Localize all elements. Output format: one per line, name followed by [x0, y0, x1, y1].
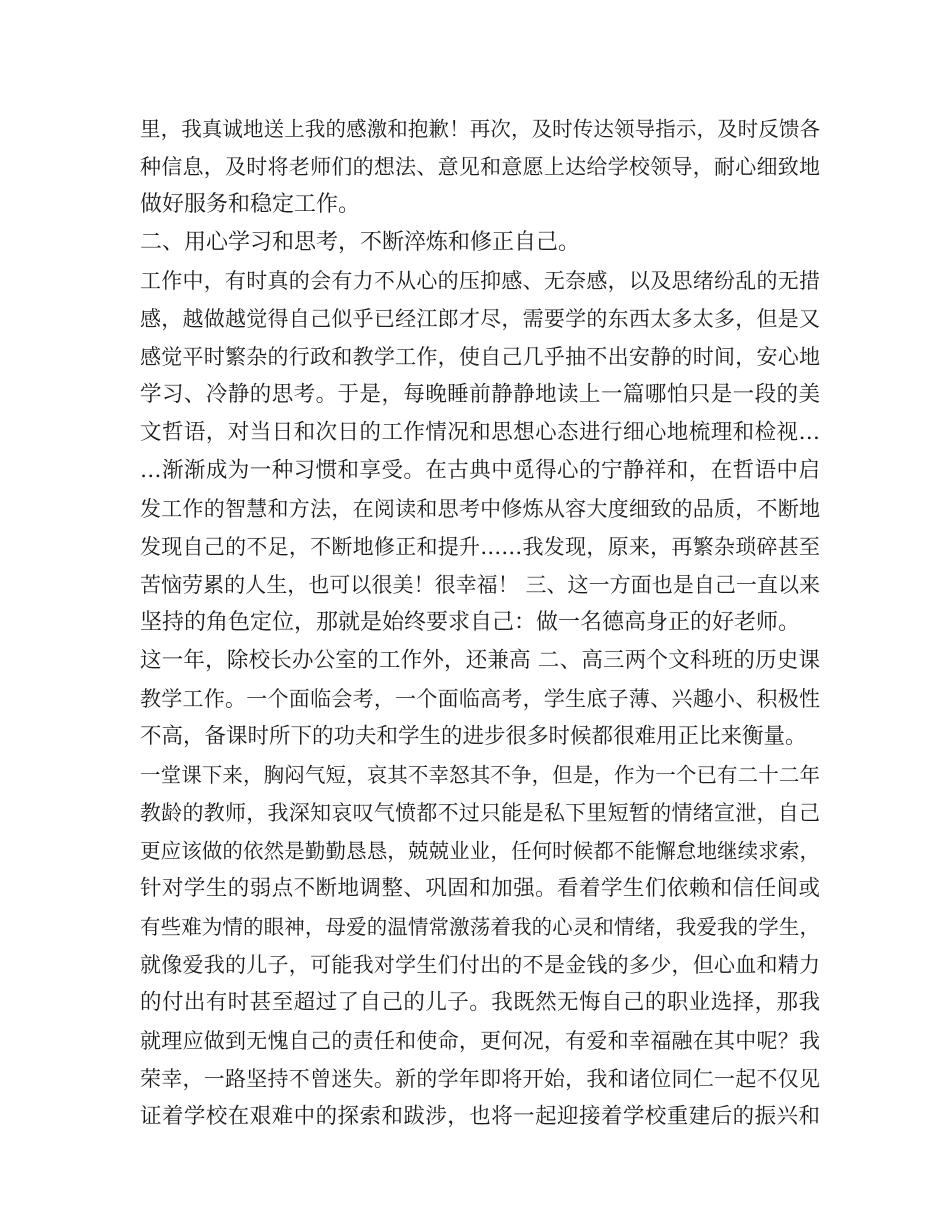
- text-line: 教龄的教师，我深知哀叹气愤都不过只能是私下里短暂的情绪宣泄，自己: [140, 801, 820, 825]
- text-line: 就理应做到无愧自己的责任和使命，更何况，有爱和幸福融在其中呢？我: [140, 1029, 820, 1053]
- text-line: 不高，备课时所下的功夫和学生的进步很多时候都很难用正比来衡量。: [140, 724, 807, 749]
- document-body: [140, 110, 820, 1136]
- text-line: 针对学生的弱点不断地调整、巩固和加强。看着学生们依赖和信任间或: [140, 876, 820, 901]
- text-line: 有些难为情的眼神，母爱的温情常激荡着我的心灵和情绪，我爱我的学生，: [140, 915, 820, 939]
- text-line: 荣幸，一路坚持不曾迷失。新的学年即将开始，我和诸位同仁一起不仅见: [140, 1067, 820, 1091]
- section-heading: 二、用心学习和思考，不断淬炼和修正自己。: [140, 230, 581, 255]
- text-line: 证着学校在艰难中的探索和跋涉，也将一起迎接着学校重建后的振兴和: [140, 1104, 820, 1129]
- text-line: 文哲语，对当日和次日的工作情况和思想心态进行细心地梳理和检视…: [140, 420, 820, 445]
- text-line: 学习、冷静的思考。于是，每晚睡前静静地读上一篇哪怕只是一段的美: [140, 382, 820, 407]
- text-line: 工作中，有时真的会有力不从心的压抑感、无奈感，以及思绪纷乱的无措: [140, 269, 820, 293]
- text-line: 感，越做越觉得自己似乎已经江郎才尽，需要学的东西太多太多，但是又: [140, 307, 820, 331]
- text-line: 苦恼劳累的人生，也可以很美！很幸福！ 三、这一方面也是自己一直以来: [140, 573, 820, 597]
- text-line: …渐渐成为一种习惯和享受。在古典中觅得心的宁静祥和，在哲语中启: [140, 458, 820, 483]
- text-line: 发现自己的不足，不断地修正和提升……我发现，原来，再繁杂琐碎甚至: [140, 535, 820, 559]
- text-line: 里，我真诚地送上我的感激和抱歉！再次，及时传达领导指示，及时反馈各: [140, 117, 820, 141]
- text-line: 更应该做的依然是勤勤恳恳，兢兢业业，任何时候都不能懈怠地继续求索，: [140, 839, 820, 863]
- text-line: 感觉平时繁杂的行政和教学工作，使自己几乎抽不出安静的时间，安心地: [140, 345, 820, 369]
- text-line: 就像爱我的儿子，可能我对学生们付出的不是金钱的多少，但心血和精力: [140, 953, 820, 977]
- text-line: 教学工作。一个面临会考，一个面临高考，学生底子薄、兴趣小、积极性: [140, 687, 820, 711]
- text-line: 这一年，除校长办公室的工作外，还兼高 二、高三两个文科班的历史课: [140, 648, 820, 673]
- text-line: 做好服务和稳定工作。: [140, 192, 361, 217]
- text-line: 坚持的角色定位，那就是始终要求自己：做一名德高身正的好老师。: [140, 610, 801, 635]
- text-line: 种信息，及时将老师们的想法、意见和意愿上达给学校领导，耐心细致地: [140, 155, 820, 179]
- text-line: 发工作的智慧和方法，在阅读和思考中修炼从容大度细致的品质，不断地: [140, 497, 820, 521]
- text-line: 的付出有时甚至超过了自己的儿子。我既然无悔自己的职业选择，那我: [140, 990, 820, 1015]
- text-line: 一堂课下来，胸闷气短，哀其不幸怒其不争，但是，作为一个已有二十二年: [140, 763, 820, 787]
